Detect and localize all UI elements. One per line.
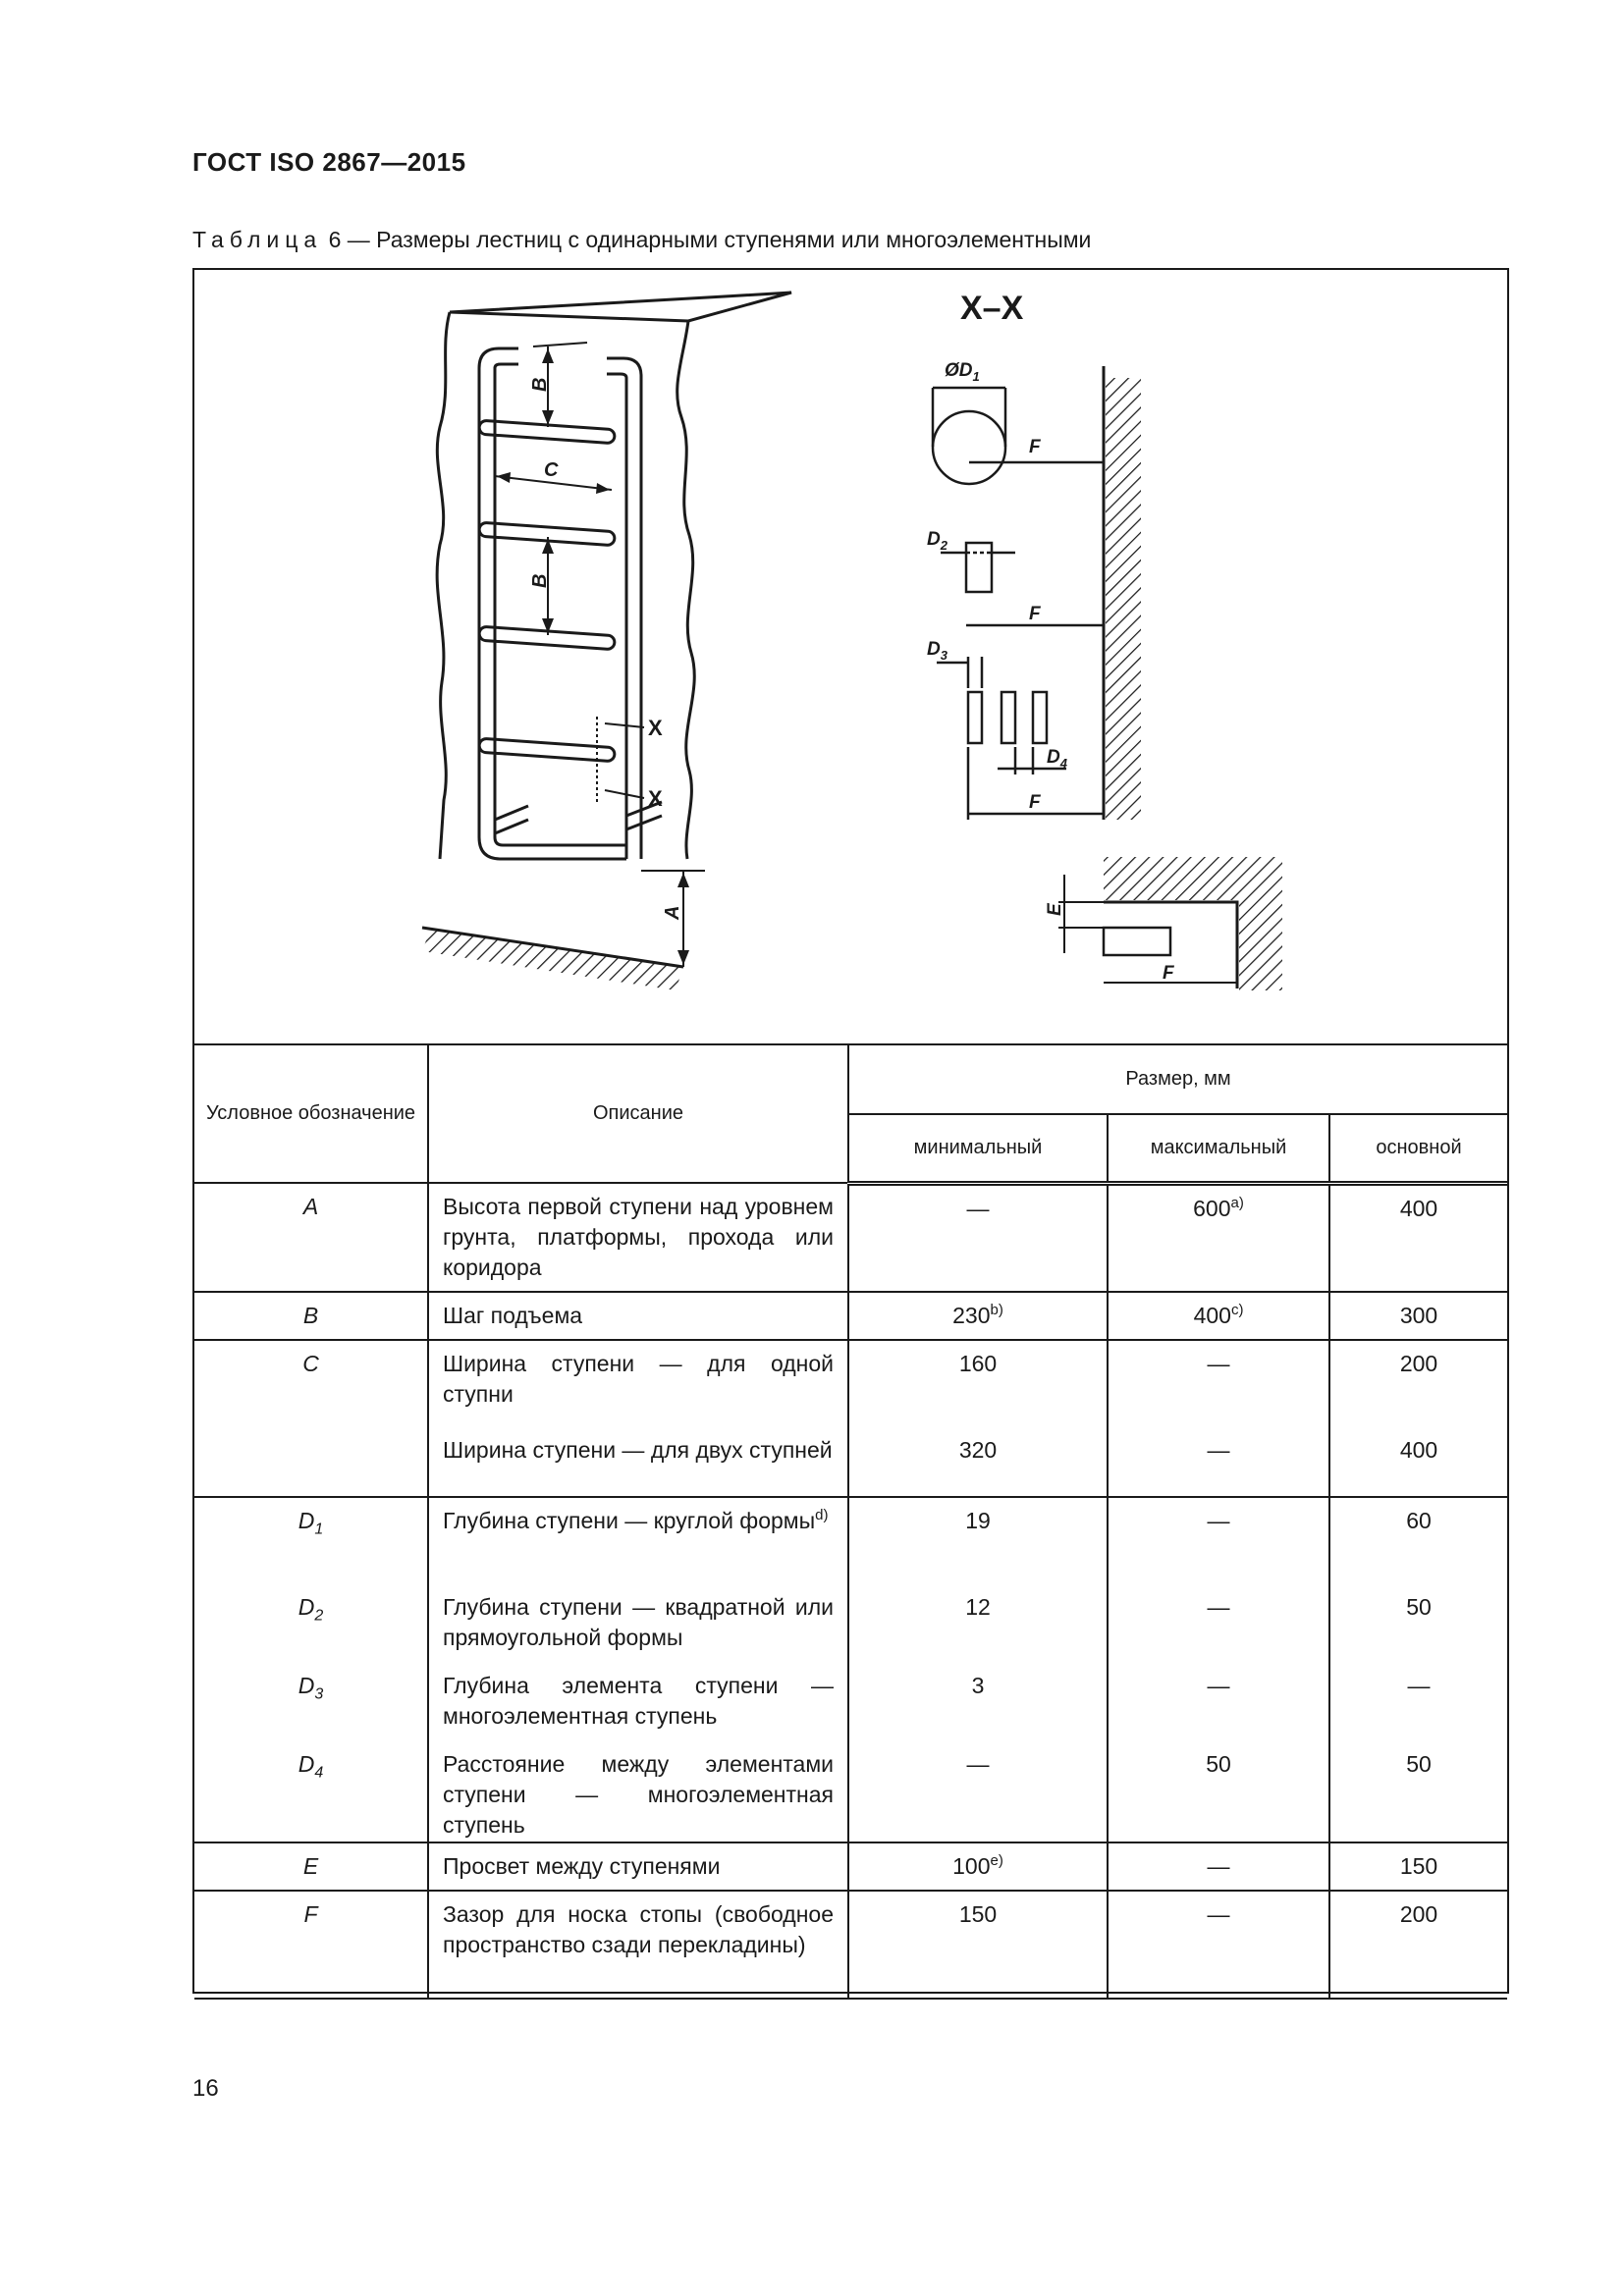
value-entry (1109, 1843, 1328, 1890)
value-entry (1330, 1341, 1507, 1417)
cell-desc (428, 1340, 848, 1497)
value-nominal: 200 (1399, 1901, 1438, 1927)
description-text: Ширина ступени — для одной ступни (443, 1351, 834, 1407)
label-D3: $D_3$ (927, 639, 947, 663)
symbol-subscript: 1 (314, 1521, 324, 1538)
symbol-subscript: 4 (314, 1764, 324, 1782)
symbol-letter: D (298, 1751, 315, 1777)
label-X-top: X (648, 716, 663, 740)
symbol-letter: D (298, 1594, 315, 1620)
description-text: Просвет между ступенями (443, 1853, 721, 1879)
footnote-mark: a) (1230, 1194, 1244, 1211)
ladder-stringers (479, 348, 662, 859)
value-max: — (1207, 1437, 1230, 1463)
symbol-entry (194, 1843, 427, 1890)
table-caption-text: 6 — Размеры лестниц с одинарными ступенями или многоэлементными (328, 227, 1092, 252)
value-max: — (1207, 1508, 1230, 1533)
label-B-mid: B (529, 573, 551, 588)
value-entry (1109, 1341, 1328, 1417)
value-max: — (1207, 1594, 1230, 1620)
value-entry (1330, 1293, 1507, 1339)
cell-max (1108, 1497, 1329, 1842)
cell-min (848, 1183, 1108, 1292)
value-entry (849, 1892, 1107, 1938)
value-max: — (1207, 1673, 1230, 1698)
value-min: 3 (971, 1673, 985, 1698)
page-number: 16 (192, 2075, 219, 2102)
value-entry (1330, 1417, 1507, 1496)
value-entry (849, 1417, 1107, 1496)
value-nominal: 400 (1399, 1437, 1438, 1463)
value-nominal: 50 (1406, 1594, 1432, 1620)
description-text: Ширина ступени — для двух ступней (443, 1437, 833, 1463)
value-entry (849, 1843, 1107, 1890)
description-entry (429, 1843, 847, 1890)
cell-desc (428, 1292, 848, 1340)
label-F-2: F (1029, 604, 1041, 624)
description-text: Высота первой ступени над уровнем грунта, платформы, прохода или коридора (443, 1194, 834, 1280)
description-text: Зазор для носка стопы (свободное пространство сзади перекладины) (443, 1901, 834, 1957)
label-F-3: F (1029, 792, 1041, 813)
value-min: 19 (965, 1508, 991, 1533)
value-entry (849, 1653, 1107, 1732)
value-entry (1330, 1498, 1507, 1575)
value-entry (849, 1575, 1107, 1653)
value-entry (1330, 1575, 1507, 1653)
label-F-1: F (1029, 437, 1041, 457)
cell-nominal (1329, 1183, 1507, 1292)
symbol-letter: F (303, 1901, 318, 1927)
footnote-mark: b) (990, 1302, 1003, 1318)
description-entry (429, 1341, 847, 1417)
value-entry (1109, 1186, 1328, 1232)
cell-max (1108, 1292, 1329, 1340)
symbol-entry (194, 1653, 427, 1732)
cell-nominal (1329, 1497, 1507, 1842)
value-entry (1330, 1653, 1507, 1732)
ladder-drawing (194, 270, 1507, 1043)
table-caption-label: Таблица (192, 227, 323, 252)
symbol-entry (194, 1184, 427, 1230)
table-row (194, 1183, 1507, 1292)
description-entry (429, 1732, 847, 1838)
value-min: 320 (958, 1437, 998, 1463)
value-entry (849, 1293, 1107, 1339)
symbol-entry (194, 1575, 427, 1653)
cell-desc (428, 1842, 848, 1891)
label-D4: $D_4$ (1047, 747, 1067, 771)
description-entry (429, 1293, 847, 1339)
table-body (194, 1183, 1507, 1999)
symbol-letter: C (302, 1351, 319, 1376)
value-entry (1109, 1498, 1328, 1575)
multi-element-section (937, 657, 1104, 820)
description-entry (429, 1498, 847, 1575)
value-entry (1330, 1843, 1507, 1890)
value-max: — (1207, 1901, 1230, 1927)
label-E: E (1045, 903, 1065, 916)
symbol-entry (194, 1293, 427, 1339)
value-min: — (966, 1751, 990, 1777)
value-nominal: — (1407, 1673, 1431, 1698)
value-entry (849, 1341, 1107, 1417)
symbol-letter: A (302, 1194, 319, 1219)
value-max: 50 (1206, 1751, 1231, 1777)
label-D2: $D_2$ (927, 529, 947, 553)
value-max: 400 (1193, 1303, 1231, 1328)
value-entry (1109, 1417, 1328, 1496)
symbol-letter: D (298, 1673, 315, 1698)
description-entry (429, 1892, 847, 1968)
table-row (194, 1891, 1507, 1999)
description-text: Глубина ступени — круглой формы (443, 1508, 816, 1533)
value-entry (1109, 1732, 1328, 1828)
symbol-entry (194, 1498, 427, 1575)
description-text: Шаг подъема (443, 1303, 583, 1328)
label-C: C (544, 459, 559, 481)
symbol-letter: E (302, 1853, 319, 1879)
cell-sym (194, 1340, 428, 1497)
value-entry (1330, 1732, 1507, 1828)
value-min: 230 (952, 1303, 991, 1328)
wall-outline (437, 293, 791, 859)
value-nominal: 60 (1406, 1508, 1432, 1533)
cell-sym (194, 1497, 428, 1842)
symbol-subscript: 2 (314, 1607, 324, 1625)
footnote-mark: c) (1230, 1302, 1244, 1318)
table-row (194, 1842, 1507, 1891)
cell-max (1108, 1183, 1329, 1292)
header-nominal: основной (1329, 1114, 1507, 1183)
value-max: 600 (1193, 1195, 1231, 1221)
cell-sym (194, 1891, 428, 1999)
symbol-letter: B (302, 1303, 319, 1328)
document-header: ГОСТ ISO 2867—2015 (192, 147, 466, 177)
value-nominal: 150 (1399, 1853, 1438, 1879)
value-nominal: 50 (1406, 1751, 1432, 1777)
table-row (194, 1497, 1507, 1842)
description-entry (429, 1575, 847, 1653)
cell-max (1108, 1340, 1329, 1497)
ground-line (422, 928, 683, 990)
section-label: X–X (960, 290, 1024, 327)
cell-min (848, 1891, 1108, 1999)
cell-desc (428, 1891, 848, 1999)
cell-min (848, 1340, 1108, 1497)
value-nominal: 400 (1399, 1195, 1438, 1221)
header-symbol: Условное обозначение (194, 1043, 428, 1183)
value-min: — (966, 1195, 990, 1221)
value-nominal: 200 (1399, 1351, 1438, 1376)
cell-min (848, 1497, 1108, 1842)
description-text: Глубина элемента ступени — многоэлементная ступень (443, 1673, 834, 1729)
value-entry (1109, 1892, 1328, 1938)
value-max: — (1207, 1351, 1230, 1376)
label-B-top: B (529, 377, 551, 392)
label-X-bottom: X (648, 786, 663, 811)
footnote-mark: e) (990, 1852, 1003, 1869)
label-A: A (662, 905, 683, 920)
table-row (194, 1340, 1507, 1497)
value-min: 160 (958, 1351, 998, 1376)
value-entry (849, 1186, 1107, 1232)
value-entry (1330, 1186, 1507, 1232)
cell-desc (428, 1497, 848, 1842)
symbol-entry (194, 1417, 427, 1496)
table-frame (192, 268, 1509, 1994)
cell-nominal (1329, 1842, 1507, 1891)
footnote-mark: d) (815, 1507, 829, 1523)
value-entry (1109, 1293, 1328, 1339)
header-description: Описание (428, 1043, 848, 1183)
cell-min (848, 1292, 1108, 1340)
value-entry (1109, 1653, 1328, 1732)
value-entry (849, 1732, 1107, 1828)
value-min: 12 (965, 1594, 991, 1620)
label-F-4: F (1163, 963, 1174, 984)
header-max: максимальный (1108, 1114, 1329, 1183)
description-entry (429, 1653, 847, 1732)
cell-sym (194, 1292, 428, 1340)
table-caption (192, 227, 1091, 253)
cell-sym (194, 1183, 428, 1292)
cell-min (848, 1842, 1108, 1891)
dimensions-table (194, 1043, 1507, 2000)
value-min: 100 (952, 1853, 991, 1879)
cell-sym (194, 1842, 428, 1891)
label-D1: $ØD_1$ (945, 360, 980, 384)
header-min: минимальный (848, 1114, 1108, 1183)
cell-nominal (1329, 1891, 1507, 1999)
cell-max (1108, 1842, 1329, 1891)
description-text: Глубина ступени — квадратной или прямоугольной формы (443, 1594, 834, 1650)
header-size: Размер, мм (848, 1043, 1507, 1114)
description-entry (429, 1184, 847, 1291)
cell-nominal (1329, 1292, 1507, 1340)
value-max: — (1207, 1853, 1230, 1879)
value-entry (1109, 1575, 1328, 1653)
symbol-entry (194, 1341, 427, 1417)
description-text: Расстояние между элементами ступени — многоэлементная ступень (443, 1751, 834, 1838)
symbol-letter: D (298, 1508, 315, 1533)
value-nominal: 300 (1399, 1303, 1438, 1328)
cell-max (1108, 1891, 1329, 1999)
table-row (194, 1292, 1507, 1340)
cell-desc (428, 1183, 848, 1292)
description-entry (429, 1417, 847, 1496)
round-rung-section (933, 388, 1104, 484)
symbol-subscript: 3 (314, 1685, 324, 1703)
symbol-entry (194, 1892, 427, 1938)
value-min: 150 (958, 1901, 998, 1927)
ladder-figure (194, 270, 1507, 1045)
value-entry (1330, 1892, 1507, 1938)
cell-nominal (1329, 1340, 1507, 1497)
value-entry (849, 1498, 1107, 1575)
section-wall (1104, 366, 1141, 820)
symbol-entry (194, 1732, 427, 1828)
square-rung-section (941, 543, 1104, 625)
